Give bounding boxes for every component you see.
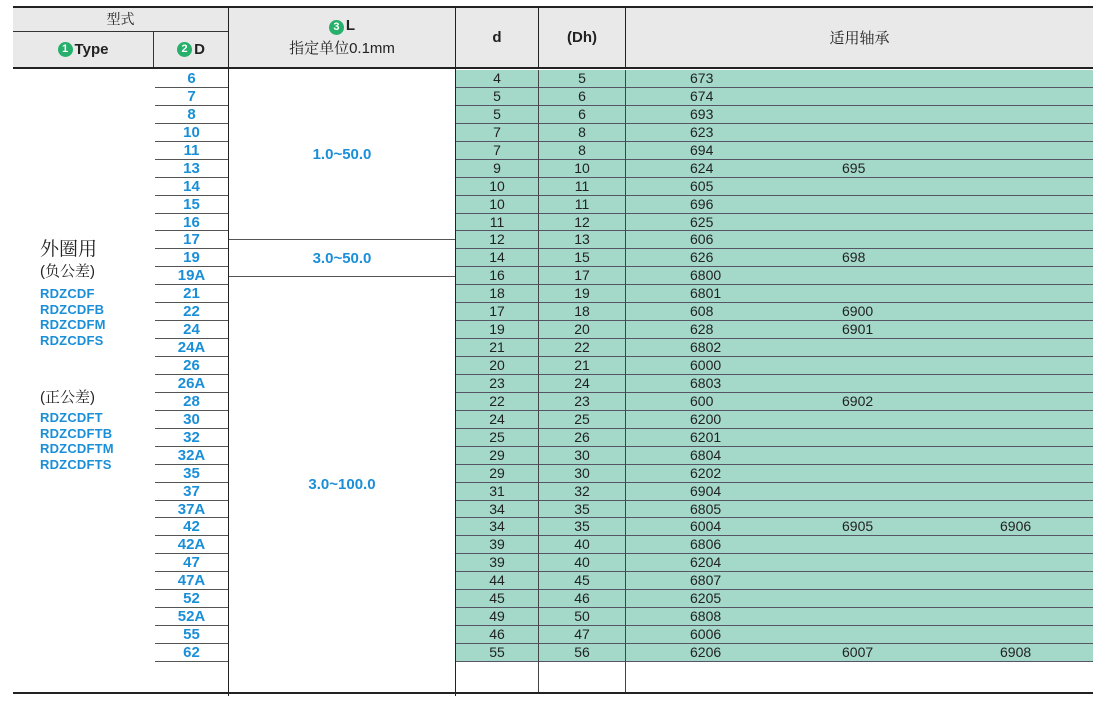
- bearing-cell: 6904: [690, 482, 722, 499]
- d-value-cell: 62: [155, 644, 228, 662]
- dh-cell: 45: [574, 572, 590, 589]
- d-value-cell: 47A: [155, 572, 228, 590]
- table-row: [456, 196, 1093, 214]
- dh-cell: 8: [578, 141, 586, 158]
- data-divider-d: [538, 70, 539, 692]
- small-d-column-header: d: [456, 7, 538, 67]
- dh-cell: 8: [578, 123, 586, 140]
- table-bottom-rule: [13, 692, 1093, 694]
- bearing-cell: 693: [690, 105, 714, 122]
- bearing-cell: 694: [690, 141, 714, 158]
- d-value-cell: 15: [155, 196, 228, 214]
- small-d-cell: 29: [489, 446, 505, 463]
- table-row: [456, 626, 1093, 644]
- bearing-cell: 6204: [690, 554, 722, 571]
- table-row: [456, 88, 1093, 106]
- d-value-cell: 32: [155, 429, 228, 447]
- d-value-cell: 8: [155, 106, 228, 124]
- d-value-cell: 7: [155, 88, 228, 106]
- d-value-cell: 47: [155, 554, 228, 572]
- d-value-cell: 10: [155, 124, 228, 142]
- bearing-cell: 6902: [842, 392, 874, 409]
- bearing-cell: 695: [842, 159, 866, 176]
- table-row: [456, 518, 1093, 536]
- dh-cell: 30: [574, 464, 590, 481]
- table-row: [456, 590, 1093, 608]
- table-row: [456, 142, 1093, 160]
- bearing-cell: 6004: [690, 518, 722, 535]
- d-value-cell: 42: [155, 518, 228, 536]
- small-d-cell: 16: [489, 267, 505, 284]
- bearing-cell: 6802: [690, 339, 722, 356]
- header-bottom-rule: [13, 67, 1093, 69]
- bearing-cell: 6803: [690, 374, 722, 391]
- small-d-cell: 29: [489, 464, 505, 481]
- type-header-label: Type: [74, 41, 109, 58]
- dh-cell: 6: [578, 87, 586, 104]
- dh-cell: 40: [574, 554, 590, 571]
- d-value-cell: 19A: [155, 267, 228, 285]
- bearing-cell: 673: [690, 70, 714, 86]
- dh-cell: 56: [574, 644, 590, 660]
- L-header-title: [329, 17, 355, 35]
- bearing-cell: 6006: [690, 626, 722, 643]
- type-description: [40, 238, 155, 472]
- d-value-cell: 21: [155, 285, 228, 303]
- header-divider-3: [538, 6, 539, 68]
- dh-cell: 21: [574, 357, 590, 373]
- small-d-cell: 17: [489, 303, 505, 320]
- dh-cell: 10: [574, 159, 590, 176]
- bearing-cell: 606: [690, 231, 714, 248]
- type-column-header: [13, 32, 153, 67]
- small-d-cell: 55: [489, 644, 505, 660]
- table-row: [456, 249, 1093, 267]
- bearing-cell: 6908: [1000, 644, 1032, 660]
- d-value-column: [155, 70, 228, 662]
- dh-cell: 23: [574, 392, 590, 409]
- d-value-cell: 13: [155, 160, 228, 178]
- bearing-cell: 6801: [690, 285, 722, 302]
- small-d-cell: 5: [493, 87, 501, 104]
- bearing-cell: 674: [690, 87, 714, 104]
- table-row: [456, 321, 1093, 339]
- table-row: [456, 375, 1093, 393]
- L-range-3: 3.0~100.0: [308, 476, 376, 493]
- L-header-unit: 指定单位0.1mm: [289, 39, 395, 57]
- small-d-cell: 5: [493, 105, 501, 122]
- type-code: RDZCDFM: [40, 317, 106, 332]
- bearing-cell: 6202: [690, 464, 722, 481]
- bearing-cell: 6901: [842, 321, 874, 338]
- dh-cell: 46: [574, 590, 590, 607]
- bearing-cell: 600: [690, 392, 714, 409]
- bearing-cell: 6808: [690, 608, 722, 625]
- small-d-cell: 19: [489, 321, 505, 338]
- bearing-cell: 624: [690, 159, 714, 176]
- number-2-badge: 2: [177, 42, 192, 57]
- dh-cell: 17: [574, 267, 590, 284]
- small-d-cell: 7: [493, 123, 501, 140]
- table-row: [456, 644, 1093, 662]
- outer-ring-label: 外圈用: [40, 239, 98, 260]
- small-d-cell: 12: [489, 231, 505, 248]
- dh-cell: 30: [574, 446, 590, 463]
- small-d-cell: 25: [489, 428, 505, 445]
- table-row: [456, 572, 1093, 590]
- small-d-cell: 22: [489, 392, 505, 409]
- d-value-cell: 30: [155, 411, 228, 429]
- table-row: [456, 608, 1093, 626]
- small-d-cell: 18: [489, 285, 505, 302]
- bearing-cell: 6906: [1000, 518, 1032, 535]
- dh-cell: 6: [578, 105, 586, 122]
- bearing-cell: 6206: [690, 644, 722, 660]
- small-d-cell: 39: [489, 536, 505, 553]
- small-d-cell: 34: [489, 500, 505, 517]
- type-code: RDZCDFTM: [40, 441, 114, 456]
- dh-cell: 26: [574, 428, 590, 445]
- bearing-cell: 6200: [690, 410, 722, 427]
- bearing-cell: 6805: [690, 500, 722, 517]
- table-row: [456, 339, 1093, 357]
- L-column-header: [229, 7, 455, 67]
- table-row: [456, 536, 1093, 554]
- type-group-label: 型式: [106, 11, 135, 27]
- d-value-cell: 17: [155, 231, 228, 249]
- dh-cell: 12: [574, 213, 590, 230]
- bearing-cell: 6205: [690, 590, 722, 607]
- small-d-cell: 10: [489, 195, 505, 212]
- bearing-cell: 6806: [690, 536, 722, 553]
- dh-column-header: (Dh): [539, 7, 625, 67]
- dh-cell: 5: [578, 70, 586, 86]
- dh-cell: 20: [574, 321, 590, 338]
- dh-cell: 32: [574, 482, 590, 499]
- small-d-cell: 34: [489, 518, 505, 535]
- table-row: [456, 231, 1093, 249]
- d-value-cell: 35: [155, 465, 228, 483]
- small-d-cell: 44: [489, 572, 505, 589]
- positive-tolerance-label: (正公差): [40, 389, 95, 406]
- bearing-cell: 626: [690, 249, 714, 266]
- bearing-column-header: 适用轴承: [626, 7, 1093, 67]
- table-row: [456, 160, 1093, 178]
- small-d-cell: 9: [493, 159, 501, 176]
- dh-cell: 11: [574, 177, 590, 194]
- table-top-rule: [13, 6, 1093, 8]
- dh-cell: 24: [574, 374, 590, 391]
- small-d-cell: 21: [489, 339, 505, 356]
- dh-cell: 35: [574, 500, 590, 517]
- table-row: [456, 267, 1093, 285]
- table-row: [456, 554, 1093, 572]
- d-value-cell: 6: [155, 70, 228, 88]
- table-row: [456, 357, 1093, 375]
- type-code: RDZCDFTB: [40, 425, 113, 441]
- bearing-data-table: [456, 70, 1093, 662]
- dh-cell: 25: [574, 410, 590, 427]
- d-value-cell: 24A: [155, 339, 228, 357]
- small-d-cell: 39: [489, 554, 505, 571]
- d-header-label: D: [194, 41, 205, 58]
- d-value-cell: 16: [155, 214, 228, 232]
- d-value-cell: 24: [155, 321, 228, 339]
- dh-cell: 35: [574, 518, 590, 535]
- d-value-cell: 28: [155, 393, 228, 411]
- dh-cell: 50: [574, 608, 590, 625]
- table-row: [456, 285, 1093, 303]
- d-value-cell: 26: [155, 357, 228, 375]
- small-d-cell: 14: [489, 249, 505, 266]
- table-row: [456, 393, 1093, 411]
- bearing-cell: 625: [690, 213, 714, 230]
- type-code: RDZCDFTS: [40, 456, 112, 472]
- bearing-cell: 6800: [690, 267, 722, 284]
- bearing-cell: 698: [842, 249, 866, 266]
- small-d-cell: 31: [489, 482, 505, 499]
- bearing-cell: 608: [690, 303, 714, 320]
- table-row: [456, 465, 1093, 483]
- d-value-cell: 37A: [155, 501, 228, 519]
- small-d-cell: 10: [489, 177, 505, 194]
- d-value-cell: 19: [155, 249, 228, 267]
- bearing-cell: 623: [690, 123, 714, 140]
- small-d-cell: 20: [489, 357, 505, 373]
- d-value-cell: 37: [155, 483, 228, 501]
- L-range-1: 1.0~50.0: [312, 146, 372, 163]
- bearing-cell: 605: [690, 177, 714, 194]
- table-row: [456, 411, 1093, 429]
- table-row: [456, 70, 1093, 88]
- header-type-group: [13, 7, 228, 67]
- table-row: [456, 178, 1093, 196]
- dh-cell: 47: [574, 626, 590, 643]
- data-divider-dh: [625, 70, 626, 692]
- table-row: [456, 214, 1093, 232]
- bearing-cell: 6000: [690, 357, 722, 373]
- small-d-cell: 24: [489, 410, 505, 427]
- bearing-cell: 696: [690, 195, 714, 212]
- dh-cell: 11: [574, 195, 590, 212]
- number-1-badge: 1: [58, 42, 73, 57]
- d-value-cell: 52A: [155, 608, 228, 626]
- d-value-cell: 22: [155, 303, 228, 321]
- table-row: [456, 447, 1093, 465]
- table-row: [456, 483, 1093, 501]
- small-d-cell: 4: [493, 70, 501, 86]
- dh-cell: 40: [574, 536, 590, 553]
- d-value-cell: 55: [155, 626, 228, 644]
- d-value-cell: 11: [155, 142, 228, 160]
- type-code: RDZCDFS: [40, 332, 104, 348]
- dh-cell: 15: [574, 249, 590, 266]
- bearing-cell: 6807: [690, 572, 722, 589]
- number-3-badge: 3: [329, 20, 344, 35]
- d-value-cell: 42A: [155, 536, 228, 554]
- small-d-cell: 7: [493, 141, 501, 158]
- d-value-cell: 32A: [155, 447, 228, 465]
- d-value-cell: 52: [155, 590, 228, 608]
- type-code: RDZCDFB: [40, 301, 105, 317]
- dh-cell: 19: [574, 285, 590, 302]
- small-d-cell: 23: [489, 374, 505, 391]
- d-column-header: [154, 32, 228, 67]
- table-row: [456, 429, 1093, 447]
- dh-cell: 13: [574, 231, 590, 248]
- d-value-cell: 26A: [155, 375, 228, 393]
- dh-cell: 18: [574, 303, 590, 320]
- L-range-2: 3.0~50.0: [312, 249, 372, 267]
- negative-tolerance-label: (负公差): [40, 263, 95, 280]
- header-divider-4: [625, 6, 626, 68]
- d-value-cell: 14: [155, 178, 228, 196]
- type-code: RDZCDF: [40, 286, 95, 301]
- small-d-cell: 49: [489, 608, 505, 625]
- dh-cell: 22: [574, 339, 590, 356]
- table-row: [456, 501, 1093, 519]
- type-code: RDZCDFT: [40, 410, 103, 425]
- small-d-cell: 46: [489, 626, 505, 643]
- table-row: [456, 124, 1093, 142]
- bearing-cell: 628: [690, 321, 714, 338]
- small-d-cell: 11: [489, 213, 505, 230]
- bearing-cell: 6900: [842, 303, 874, 320]
- bearing-cell: 6905: [842, 518, 874, 535]
- bearing-cell: 6007: [842, 644, 874, 660]
- L-header-label: L: [345, 16, 356, 34]
- bearing-cell: 6804: [690, 446, 722, 463]
- small-d-cell: 45: [489, 590, 505, 607]
- table-row: [456, 303, 1093, 321]
- bearing-cell: 6201: [690, 428, 722, 445]
- table-row: [456, 106, 1093, 124]
